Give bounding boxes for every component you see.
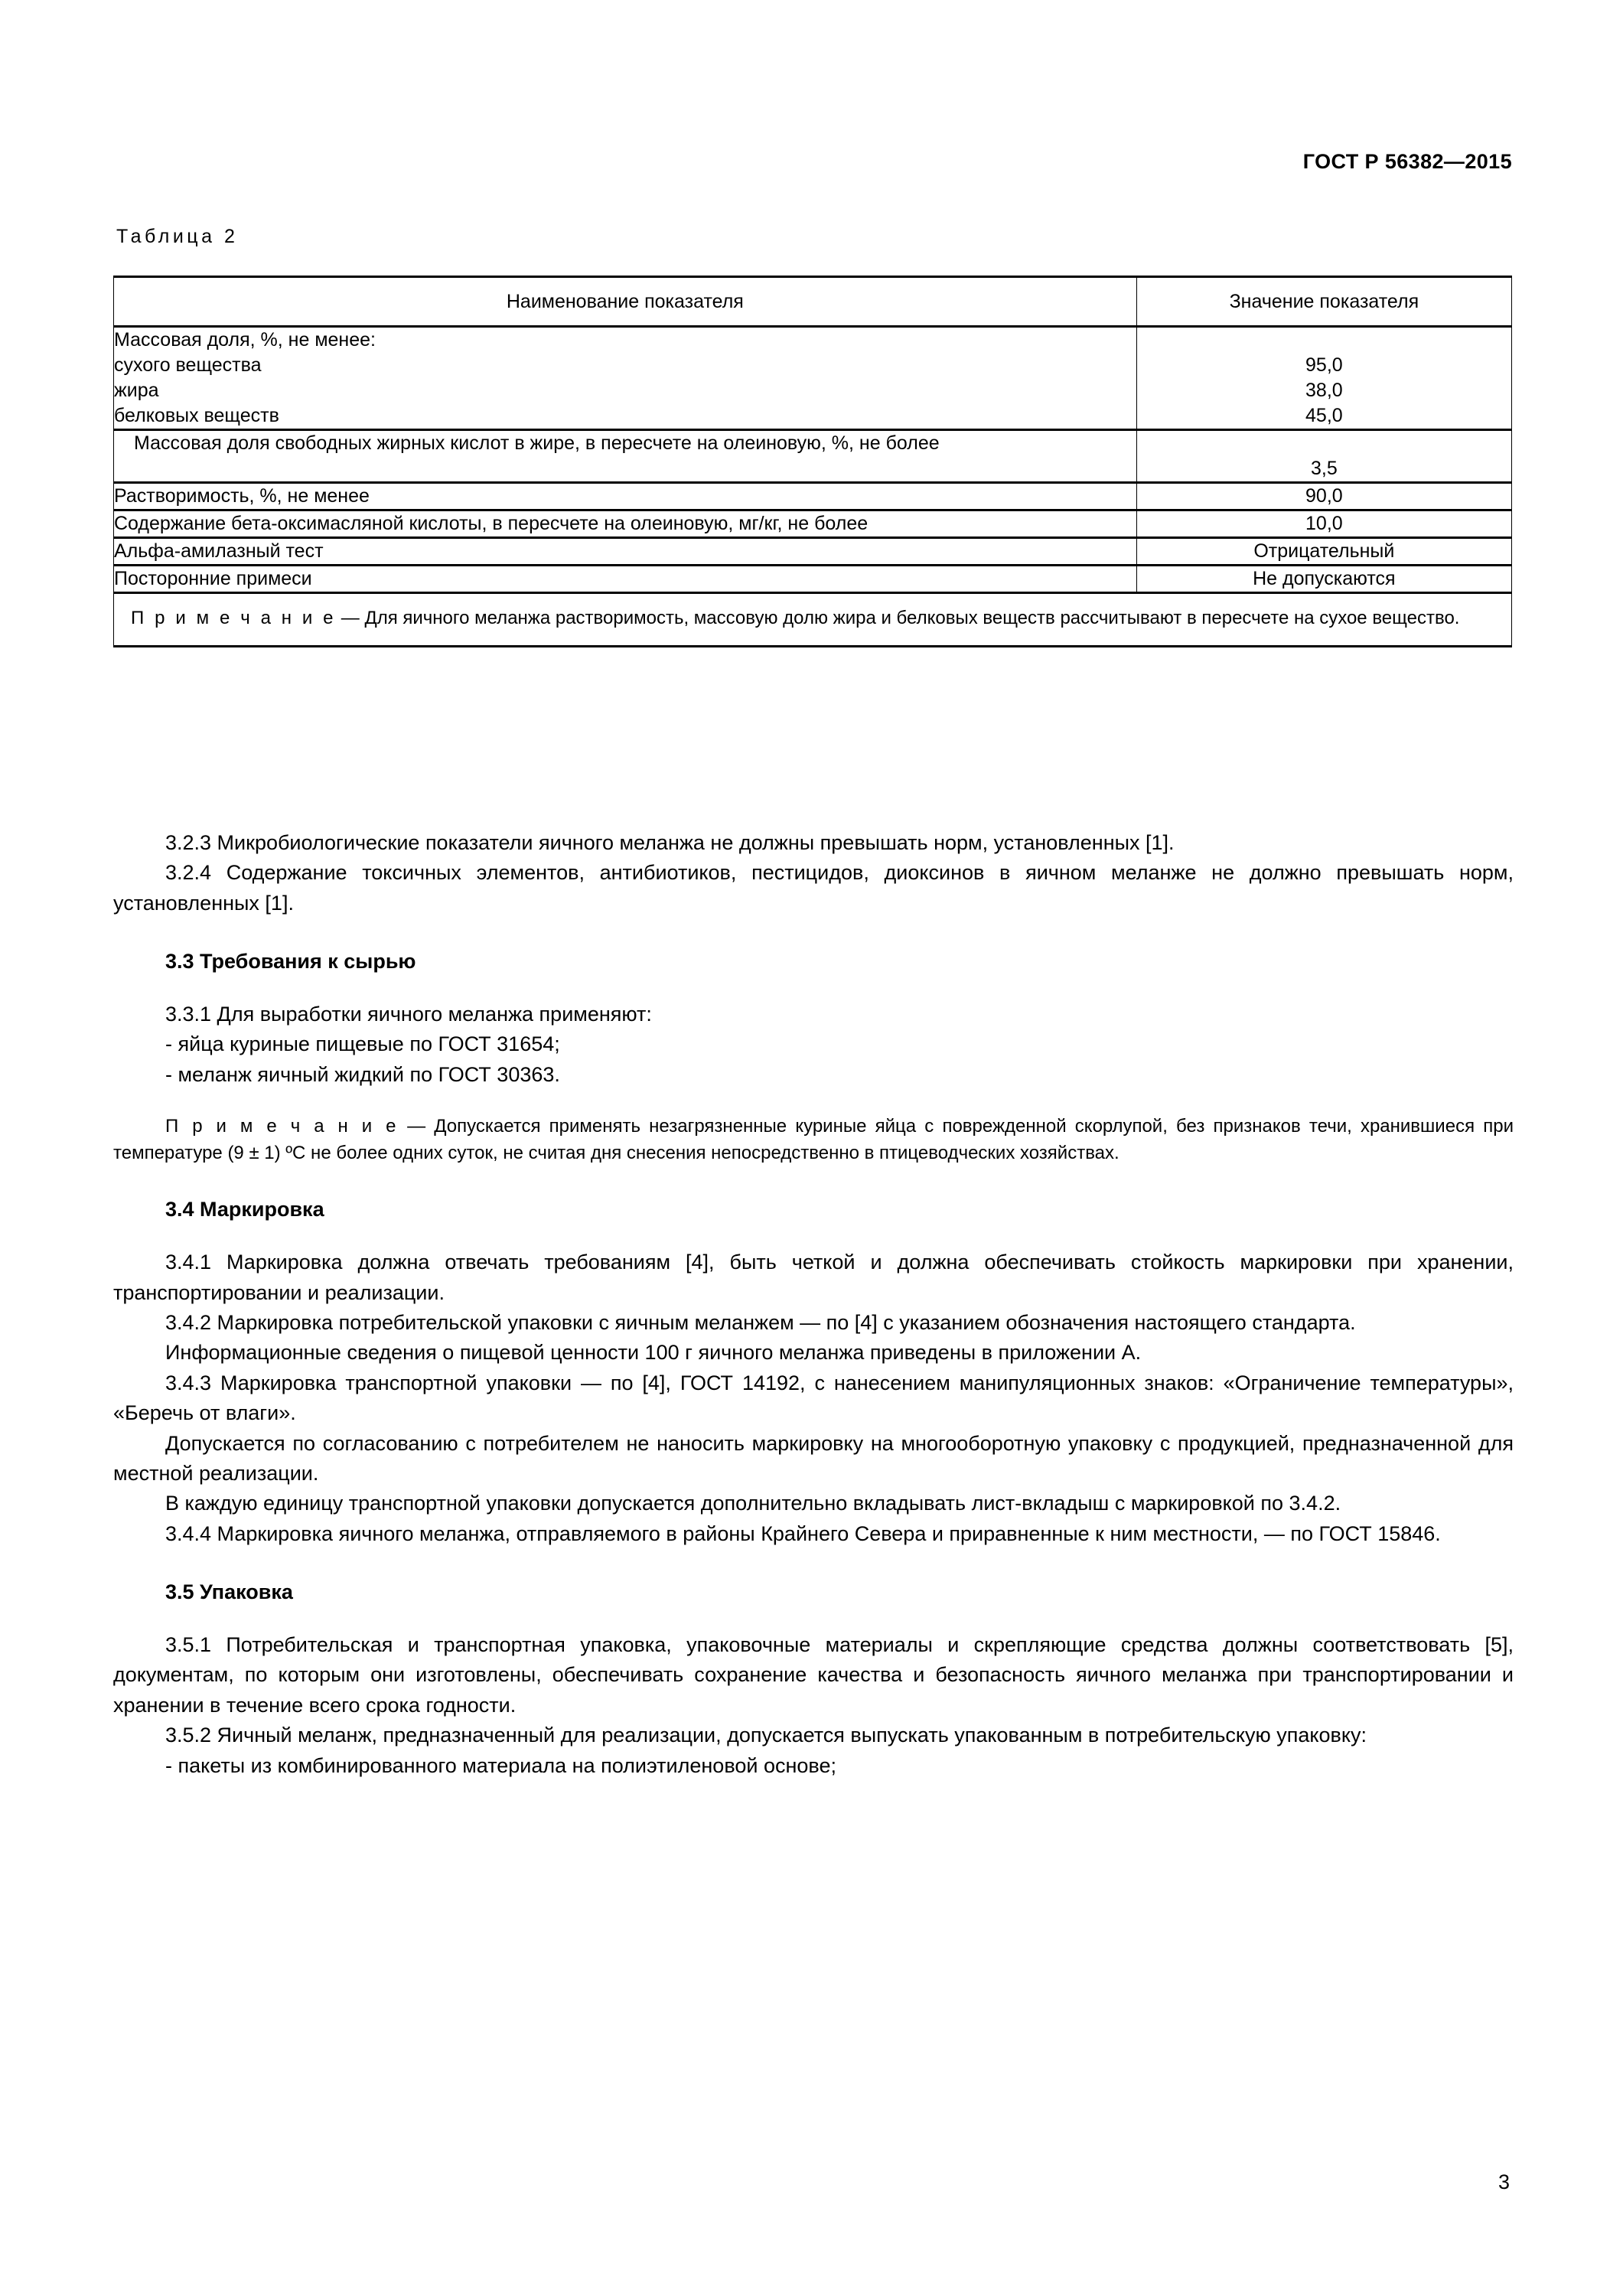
row-value-cell bbox=[1136, 430, 1511, 483]
row-value-line bbox=[1137, 328, 1511, 353]
paragraph-3-2-4: 3.2.4 Содержание токсичных элементов, антибиотиков, пестицидов, диоксинов в яичном меланже не должно превышать норм, установленных [1]. bbox=[113, 861, 1514, 915]
heading-3-3: 3.3 Требования к сырью bbox=[165, 950, 416, 974]
paragraph-3-4-1: 3.4.1 Маркировка должна отвечать требованиям [4], быть четкой и должна обеспечивать стойкость маркировки при хранении, транспортировании и реализации. bbox=[113, 1251, 1514, 1304]
paragraph-3-4-3: 3.4.3 Маркировка транспортной упаковки — по [4], ГОСТ 14192, с нанесением манипуляционных знаков: «Ограничение температуры», «Беречь от влаги». bbox=[113, 1371, 1514, 1425]
spacer bbox=[113, 1166, 1514, 1195]
table-header-row bbox=[114, 277, 1512, 327]
row-name-cell bbox=[114, 430, 1137, 483]
table-row bbox=[114, 538, 1512, 566]
note-3-3 bbox=[113, 1113, 1514, 1166]
table-row bbox=[114, 483, 1512, 510]
standard-header: ГОСТ Р 56382—2015 bbox=[1302, 150, 1512, 173]
row-value-spacer bbox=[1137, 431, 1511, 456]
row-name-cell bbox=[114, 538, 1137, 566]
row-name-line: Массовая доля свободных жирных кислот в жире, в пересчете на олеиновую, %, не более bbox=[134, 432, 940, 454]
row-value-line: 95,0 bbox=[1305, 354, 1343, 376]
table-note-cell bbox=[114, 593, 1512, 647]
row-name-line: Массовая доля, %, не менее: bbox=[114, 329, 376, 351]
table-note-text: — Для яичного меланжа растворимость, массовую долю жира и белковых веществ рассчитывают в пересчете на сухое вещество. bbox=[336, 608, 1460, 628]
spacer bbox=[113, 1225, 1514, 1247]
spacer bbox=[113, 918, 1514, 947]
row-value-line: 45,0 bbox=[1305, 405, 1343, 426]
row-name-cell bbox=[114, 566, 1137, 593]
row-value-cell bbox=[1136, 327, 1511, 430]
row-name-line: жира bbox=[114, 380, 159, 401]
row-value-cell bbox=[1136, 538, 1511, 566]
row-name-line: Альфа-амилазный тест bbox=[114, 540, 324, 562]
row-value-line: 38,0 bbox=[1305, 380, 1343, 401]
paragraph-3-4-2-info: Информационные сведения о пищевой ценности 100 г яичного меланжа приведены в приложении А. bbox=[165, 1341, 1142, 1365]
row-name-line: Растворимость, %, не менее bbox=[114, 485, 370, 507]
row-name-cell bbox=[114, 510, 1137, 538]
table-caption: Таблица 2 bbox=[116, 226, 239, 247]
paragraph-3-4-2: 3.4.2 Маркировка потребительской упаковки с яичным меланжем — по [4] с указанием обозначения настоящего стандарта. bbox=[165, 1310, 1356, 1334]
page-number: 3 bbox=[1498, 2170, 1510, 2193]
row-value-cell bbox=[1136, 510, 1511, 538]
row-value-cell bbox=[1136, 483, 1511, 510]
row-value-line: 90,0 bbox=[1305, 485, 1343, 507]
paragraph-3-4-4: 3.4.4 Маркировка яичного меланжа, отправляемого в районы Крайнего Севера и приравненные к ним местности, — по ГОСТ 15846. bbox=[165, 1521, 1441, 1545]
spacer bbox=[113, 1090, 1514, 1113]
note-label: П р и м е ч а н и е bbox=[165, 1116, 399, 1137]
heading-3-5: 3.5 Упаковка bbox=[165, 1580, 293, 1604]
list-item: - яйца куриные пищевые по ГОСТ 31654; bbox=[165, 1032, 560, 1056]
body-content bbox=[113, 828, 1514, 1781]
table-body bbox=[114, 327, 1512, 647]
paragraph-3-4-3-allow: Допускается по согласованию с потребителем не наносить маркировку на многооборотную упаковку с продукцией, предназначенной для местной реализации. bbox=[113, 1431, 1514, 1485]
row-value-line: 3,5 bbox=[1310, 458, 1338, 479]
list-item: - меланж яичный жидкий по ГОСТ 30363. bbox=[165, 1062, 560, 1086]
heading-3-4: 3.4 Маркировка bbox=[165, 1198, 324, 1221]
list-item: - пакеты из комбинированного материала на полиэтиленовой основе; bbox=[165, 1753, 836, 1777]
specifications-table bbox=[113, 276, 1512, 647]
spacer bbox=[113, 1549, 1514, 1578]
row-name-line: сухого вещества bbox=[114, 354, 262, 376]
row-name-line: белковых веществ bbox=[114, 405, 279, 426]
row-value-line: 10,0 bbox=[1305, 513, 1343, 534]
table-head bbox=[114, 277, 1512, 327]
row-name-cell bbox=[114, 483, 1137, 510]
table-note-row bbox=[114, 593, 1512, 647]
row-name-cell bbox=[114, 327, 1137, 430]
paragraph-3-4-3-insert: В каждую единицу транспортной упаковки допускается дополнительно вкладывать лист-вкладыш с маркировкой по 3.4.2. bbox=[165, 1492, 1341, 1515]
row-value-line: Не допускаются bbox=[1253, 568, 1396, 589]
paragraph-3-2-3: 3.2.3 Микробиологические показатели яичного меланжа не должны превышать норм, установленных [1]. bbox=[165, 831, 1175, 854]
note-text: — Допускается применять незагрязненные куриные яйца с поврежденной скорлупой, без признаков течи, хранившиеся при температуре (9 ± 1) ºC не более одних суток, не считая дня снесения непосредственно в птицеводческих хозяйствах. bbox=[113, 1116, 1514, 1164]
table-row bbox=[114, 327, 1512, 430]
paragraph-3-3-1: 3.3.1 Для выработки яичного меланжа применяют: bbox=[165, 1003, 652, 1026]
column-header-name: Наименование показателя bbox=[114, 277, 1137, 327]
column-header-value: Значение показателя bbox=[1136, 277, 1511, 327]
row-name-line: Посторонние примеси bbox=[114, 568, 312, 589]
table-row bbox=[114, 430, 1512, 483]
row-name-line: Содержание бета-оксимасляной кислоты, в пересчете на олеиновую, мг/кг, не более bbox=[114, 513, 869, 534]
row-value-line: Отрицательный bbox=[1253, 540, 1395, 562]
table-row bbox=[114, 566, 1512, 593]
spacer bbox=[113, 977, 1514, 1000]
table-note-label: П р и м е ч а н и е bbox=[131, 608, 337, 628]
paragraph-3-5-1: 3.5.1 Потребительская и транспортная упаковка, упаковочные материалы и скрепляющие средства должны соответствовать [5], документам, по которым они изготовлены, обеспечивать сохранение качества и безопасность яичного меланжа при транспортировании и хранении в течение всего срока годности. bbox=[113, 1632, 1514, 1717]
paragraph-3-5-2: 3.5.2 Яичный меланж, предназначенный для реализации, допускается выпускать упакованным в потребительскую упаковку: bbox=[165, 1724, 1367, 1747]
table-row bbox=[114, 510, 1512, 538]
spacer bbox=[113, 1607, 1514, 1630]
row-value-cell bbox=[1136, 566, 1511, 593]
